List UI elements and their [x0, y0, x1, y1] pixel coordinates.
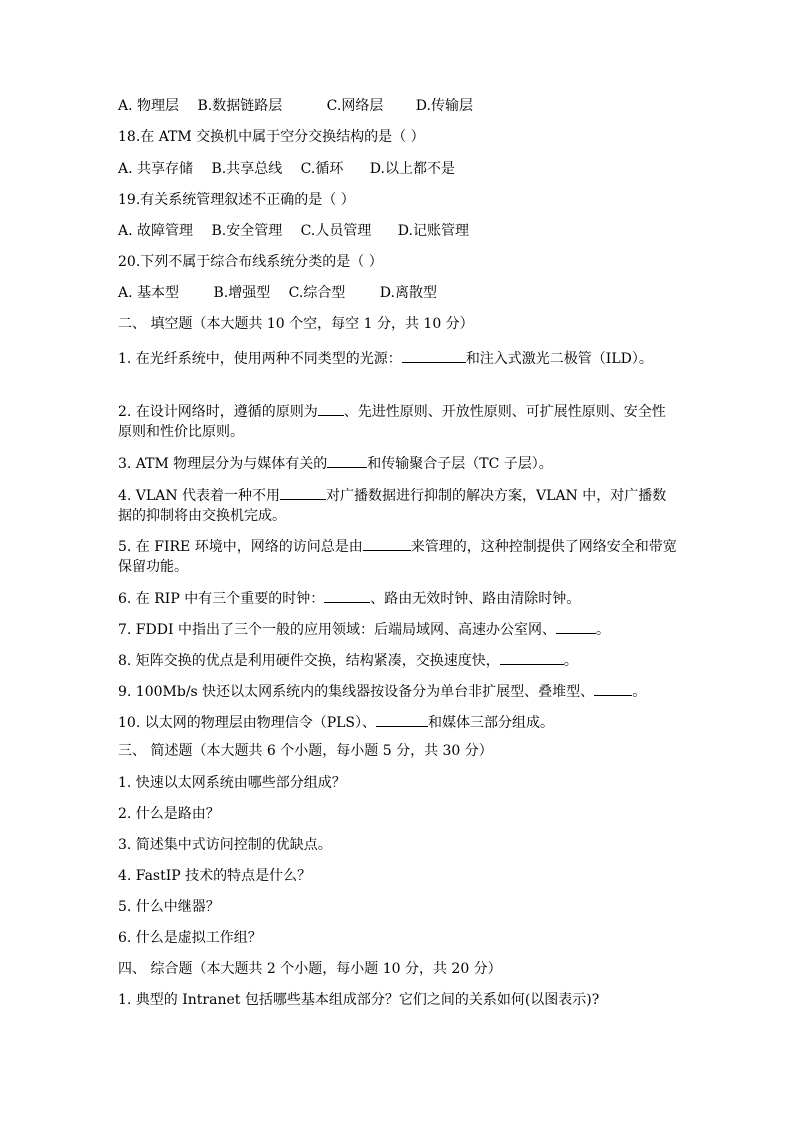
- fill-item-5: [118, 534, 678, 577]
- q19-option-c: C.人员管理: [300, 223, 372, 239]
- short-answer-item-2: 2. 什么是路由？: [118, 806, 220, 822]
- fill-item-text: 、先进性原则、开放性原则、可扩展性原则、安全性原则和性价比原则。: [118, 404, 666, 440]
- q17-options: [118, 96, 678, 116]
- fill-item-text: 来管理的，这种控制提供了网络安全和带宽保留功能。: [118, 539, 677, 575]
- fill-item-4: [118, 483, 678, 526]
- q17-option-c: C.网络层: [326, 98, 384, 114]
- short-answer-item-5: 5. 什么中继器？: [118, 899, 220, 915]
- q20-options: [118, 283, 678, 303]
- section-2-title: 二、 填空题（本大题共 10 个空，每空 1 分，共 10 分）: [118, 316, 474, 332]
- fill-item-9: [118, 679, 688, 702]
- q20-stem: 20.下列不属于综合布线系统分类的是（ ）: [118, 254, 383, 270]
- q19-stem: 19.有关系统管理叙述不正确的是（ ）: [118, 192, 355, 208]
- fill-item-text: 6. 在 RIP 中有三个重要的时钟：: [118, 591, 325, 607]
- comprehensive-item-1: 1. 典型的 Intranet 包括哪些基本组成部分？它们之间的关系如何(以图表示)?: [118, 992, 600, 1008]
- fill-item-2: [118, 399, 678, 442]
- answer-blank[interactable]: [280, 483, 326, 500]
- fill-item-text: 1. 在光纤系统中，使用两种不同类型的光源：: [118, 351, 402, 367]
- section-3-title: 三、 简述题（本大题共 6 个小题，每小题 5 分，共 30 分）: [118, 743, 493, 759]
- fill-item-text: 2. 在设计网络时，遵循的原则为: [118, 404, 318, 420]
- q19-options: [118, 221, 678, 241]
- fill-item-text: 5. 在 FIRE 环境中，网络的访问总是由: [118, 539, 363, 555]
- answer-blank[interactable]: [376, 710, 428, 727]
- q20-option-c: C.综合型: [288, 285, 346, 301]
- fill-item-1: [118, 346, 678, 369]
- q19-option-a: A. 故障管理: [118, 223, 194, 239]
- answer-blank[interactable]: [363, 534, 411, 551]
- fill-item-text: 和传输聚合子层（TC 子层）。: [367, 456, 553, 472]
- fill-item-7: [118, 617, 678, 640]
- fill-item-text: 和媒体三部分组成。: [428, 715, 555, 731]
- fill-item-6: [118, 586, 678, 609]
- answer-blank[interactable]: [500, 648, 564, 665]
- short-answer-item-4: 4. FastIP 技术的特点是什么？: [118, 868, 312, 884]
- answer-blank[interactable]: [318, 399, 344, 416]
- answer-blank[interactable]: [324, 586, 370, 603]
- fill-item-8: [118, 648, 678, 671]
- q17-option-b: B.数据链路层: [197, 98, 283, 114]
- q18-option-c: C.循环: [300, 161, 344, 177]
- fill-item-text: 3. ATM 物理层分为与媒体有关的: [118, 456, 328, 472]
- answer-blank[interactable]: [327, 451, 367, 468]
- fill-item-text: 。: [563, 653, 578, 669]
- q17-option-d: D.传输层: [415, 98, 473, 114]
- q20-option-a: A. 基本型: [118, 285, 180, 301]
- fill-item-text: 10. 以太网的物理层由物理信令（PLS）、: [118, 715, 377, 731]
- q19-option-d: D.记账管理: [397, 223, 469, 239]
- section-4-title: 四、 综合题（本大题共 2 个小题，每小题 10 分，共 20 分）: [118, 961, 502, 977]
- answer-blank[interactable]: [402, 346, 466, 363]
- fill-item-text: 和注入式激光二极管（ILD）。: [465, 351, 653, 367]
- q19-option-b: B.安全管理: [211, 223, 283, 239]
- fill-item-text: 9. 100Mb/s 快还以太网系统内的集线器按设备分为单台非扩展型、叠堆型、: [118, 684, 595, 700]
- short-answer-item-6: 6. 什么是虚拟工作组？: [118, 930, 262, 946]
- fill-item-text: 对广播数据进行抑制的解决方案，VLAN 中，对广播数据的抑制将由交换机完成。: [118, 488, 667, 524]
- q18-option-d: D.以上都不是: [369, 161, 455, 177]
- q18-options: [118, 159, 678, 179]
- fill-item-text: 。: [632, 684, 647, 700]
- q18-stem: 18.在 ATM 交换机中属于空分交换结构的是（ ）: [118, 129, 425, 145]
- q18-option-a: A. 共享存储: [118, 161, 194, 177]
- fill-item-10: [118, 710, 678, 733]
- fill-item-text: 8. 矩阵交换的优点是利用硬件交换，结构紧凑，交换速度快，: [118, 653, 500, 669]
- answer-blank[interactable]: [556, 617, 596, 634]
- fill-item-3: [118, 451, 678, 474]
- q18-option-b: B.共享总线: [211, 161, 283, 177]
- fill-item-text: 7. FDDI 中指出了三个一般的应用领域：后端局域网、高速办公室网、: [118, 622, 556, 638]
- q20-option-d: D.离散型: [379, 285, 437, 301]
- answer-blank[interactable]: [594, 679, 632, 696]
- short-answer-item-3: 3. 简述集中式访问控制的优缺点。: [118, 837, 332, 853]
- q20-option-b: B.增强型: [213, 285, 271, 301]
- q17-option-a: A. 物理层: [118, 98, 180, 114]
- fill-item-text: 、路由无效时钟、路由清除时钟。: [370, 591, 581, 607]
- fill-item-text: 4. VLAN 代表着一种不用: [118, 488, 281, 504]
- fill-item-text: 。: [595, 622, 610, 638]
- short-answer-item-1: 1. 快速以太网系统由哪些部分组成？: [118, 775, 346, 791]
